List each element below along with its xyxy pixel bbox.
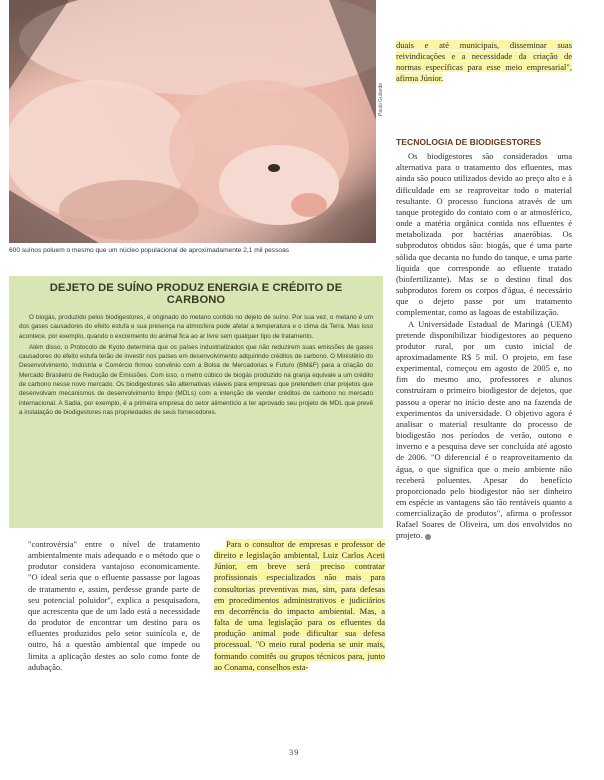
column-1: [28, 539, 200, 673]
box-title: DEJETO DE SUÍNO PRODUZ ENERGIA E CRÉDITO DE CARBONO: [49, 282, 343, 306]
photo-caption: 600 suínos poluem o mesmo que um núcleo populacional de aproximadamente 2,1 mil pessoas: [9, 247, 290, 254]
photo-credit: Paulo Guilarde: [378, 82, 384, 116]
page-number: 39: [289, 747, 300, 757]
section-heading: TECNOLOGIA DE BIODIGESTORES: [396, 137, 542, 147]
column-2: [214, 539, 385, 673]
sidebar-box: [9, 276, 383, 528]
box-paragraph: Além disso, o Protocolo de Kyoto determina que os países industrializados que não reduzirem suas emissões de gases causadores do efeito estufa terão de investir nos países em desenvolvimento adquirindo créditos de carbono. O Ministério do Desenvolvimento, Indústria e Comércio firmou convênio com a Bolsa de Mercadorias e Futuro (BM&F) para a criação do Mercado Brasileiro de Redução de Emissões. Com isso, o metro cúbico de biogás produzido na granja equivale a um crédito de carbono nesse novo mercado. Os biodigestores são alternativas viáveis para empresas que pretendem criar projetos que desenvolvam mecanismos de desenvolvimento limpo (MDLs) com a intenção de vender créditos de carbono no mercado internacional. A Sadia, por exemplo, é a primeira empresa do setor alimentício a ter aprovado seu projeto de MDL que prevê a instalação de biodigestores nas propriedades de seus fornecedores.: [19, 343, 373, 416]
column-3-paragraph: A Universidade Estadual de Maringá (UEM) pretende disponibilizar biodigestores ao pequeno produtor rural, por um custo inicial de aproximadamente R$ 5 mil. O projeto, em fase experimental, começou em agosto de 2005 e, no fim do mesmo ano, professores e alunos construíram o primeiro biodigestor de dejetos, que passou a operar no início deste ano na fazenda de experimentos da universidade. O objetivo agora é analisar o material resultante do processo de biodigestão nos períodos de verão, outono e inverno e a pesquisa deve ser concluída até agosto de 2006. "O diferencial é o reaproveitamento da água, o que significa que o meio ambiente não receberá poluentes. Apesar do benefício proporcionado pelo biodigestor não ser dinheiro em espécie as vantagens são tão rentáveis quanto a comercialização de produtos", afirma o professor Rafael Soares de Oliveira, um dos envolvidos no projeto.: [396, 318, 572, 541]
column-1-text: "controvérsia" entre o nível de tratamento ambientalmente mais adequado e o método que o produtor considera vantajoso economicamente. "O ideal seria que o efluente passasse por lagoas de tratamento e, assim, perdesse grande parte de seu potencial poluidor", explica a pesquisadora, que acrescenta que de um lado está a necessidade do produtor de encontrar um destino para os efluentes produzidos pelo setor suinícola e, de outro, há a questão ambiental que impede ou limita a aplicação destes ao solo como fonte de adubação.: [28, 539, 200, 672]
column-3-paragraph: Os biodigestores são considerados uma alternativa para o tratamento dos efluentes, mas ainda são pouco utilizados devido ao preço alto e à dificuldade em se reaproveitar todo o material resultante. O processo funciona através de um tanque protegido do contato com o ar atmosférico, onde a matéria orgânica contida nos efluentes é metabolizada por bactérias anaeróbias. Os subprodutos obtidos são: biogás, que é uma parte sólida que decanta no fundo do tanque, e uma parte líquida que corresponde ao efluente tratado (biofertilizante). Mas se o destino final dos subprodutos forem os corpos d'água, é necessário que o dejeto passe por um tratamento complementar, como as lagoas de estabilização.: [396, 151, 572, 318]
pigs-photo: [9, 0, 376, 243]
column-3-highlighted-text: duais e até municipais, disseminar suas reivindicações e a necessidade da criação de normas específicas para esse meio empresarial", afirma Júnior.: [396, 40, 572, 84]
box-paragraph: O biogás, produzido pelos biodigestores, é originado do metano contido no dejeto de suíno. Por sua vez, o metano é um dos gases causadores do efeito estufa e sua presença na atmosfera pode afetar a temperatura e o clima da Terra. Mas isso acontece, por exemplo, quando o excremento do animal fica ao ar livre sem qualquer tipo de tratamento.: [19, 314, 373, 340]
column-2-highlighted-text: Para o consultor de empresas e professor de direito e legislação ambiental, Luiz Carlos Aceti Júnior, em breve será preciso contratar profissionais especializados não mais para consultorias preventivas mas, sim, para defesas em procedimentos administrativos e judiciários em decorrência do impacto ambiental. Mas, a falta de uma legislação para os efluentes da produção animal pode dificultar sua defesa processual. "O meio rural poderia se unir mais, formando comitês ou grupos técnicos para, junto ao Conama, conselhos esta-: [214, 539, 385, 672]
column-3-top: [396, 40, 572, 85]
end-of-article-icon: [425, 534, 431, 540]
pigs-illustration: [9, 0, 376, 243]
column-3: [396, 137, 572, 542]
